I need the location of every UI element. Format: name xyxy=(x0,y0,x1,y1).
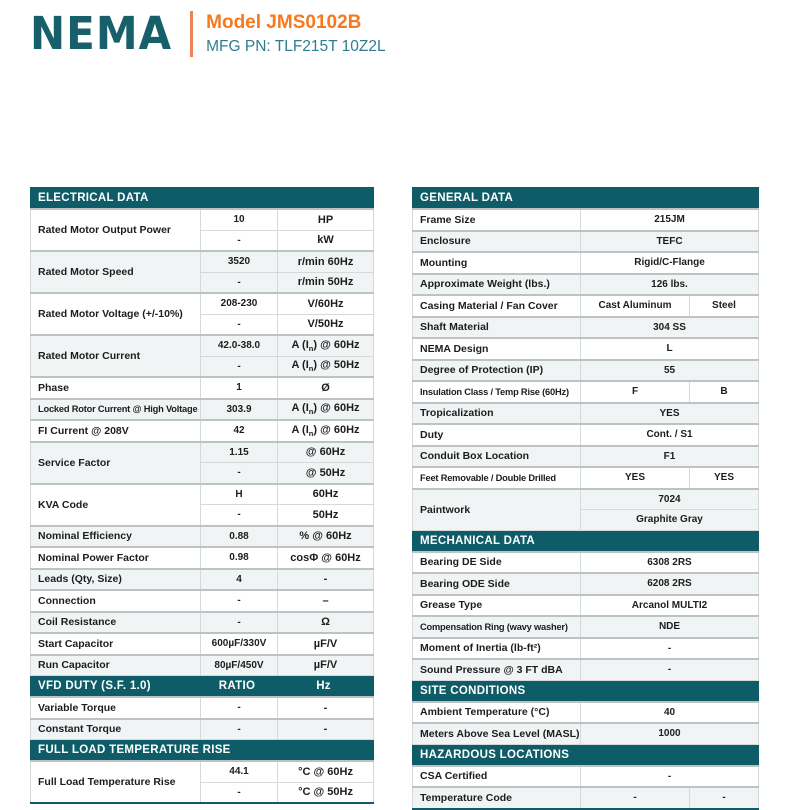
row-label: Ambient Temperature (°C) xyxy=(413,702,581,724)
row-label: KVA Code xyxy=(31,484,201,526)
row-label: Grease Type xyxy=(413,595,581,617)
row-value: 7024 xyxy=(581,489,759,510)
row-value: 6308 2RS xyxy=(581,552,759,574)
row-value: F1 xyxy=(581,446,759,468)
left-column xyxy=(30,187,373,804)
row-unit: V/60Hz xyxy=(278,293,374,314)
row-value: - xyxy=(581,638,759,660)
row-value: 80µF/450V xyxy=(201,655,278,676)
row-label: Bearing ODE Side xyxy=(413,573,581,595)
row-value: 1000 xyxy=(581,723,759,744)
row-unit: - xyxy=(278,569,374,591)
row-unit: 50Hz xyxy=(278,505,374,526)
row-unit: HP xyxy=(278,209,374,230)
table-row xyxy=(413,659,759,680)
row-value: B xyxy=(690,381,759,403)
row-value: - xyxy=(201,697,278,719)
mfg-part-number: MFG PN: TLF215T 10Z2L xyxy=(206,37,386,55)
row-value: - xyxy=(581,787,690,809)
section-header-bar: MECHANICAL DATA xyxy=(413,530,759,552)
unit-text: A (I xyxy=(291,423,309,436)
row-value: 0.98 xyxy=(201,547,278,569)
row-value: 126 lbs. xyxy=(581,274,759,296)
row-label: Coil Resistance xyxy=(31,612,201,634)
row-unit: µF/V xyxy=(278,655,374,676)
row-label: Connection xyxy=(31,590,201,612)
unit-subscript: n xyxy=(308,343,314,353)
row-value: 303.9 xyxy=(201,399,278,421)
row-unit: Ω xyxy=(278,612,374,634)
section-header-bar: GENERAL DATA xyxy=(413,188,759,210)
row-value: - xyxy=(581,659,759,680)
row-value: 40 xyxy=(581,702,759,724)
table-row xyxy=(31,484,374,505)
row-unit: °C @ 50Hz xyxy=(278,782,374,803)
table-row xyxy=(413,744,759,766)
row-value: 215JM xyxy=(581,209,759,231)
table-row xyxy=(31,697,374,719)
table-row xyxy=(413,274,759,296)
row-label: Approximate Weight (lbs.) xyxy=(413,274,581,296)
unit-text: ) @ 60Hz xyxy=(313,402,360,415)
row-label: Rated Motor Current xyxy=(31,335,201,377)
row-unit xyxy=(278,356,374,377)
row-unit xyxy=(278,335,374,356)
row-label: Degree of Protection (IP) xyxy=(413,360,581,382)
brand-header xyxy=(30,6,386,62)
table-row xyxy=(413,616,759,638)
row-label: Tropicalization xyxy=(413,403,581,425)
row-value: - xyxy=(201,356,278,377)
row-value: 4 xyxy=(201,569,278,591)
row-label: Duty xyxy=(413,424,581,446)
row-unit: - xyxy=(278,719,374,740)
row-value: 44.1 xyxy=(201,761,278,782)
unit-subscript: n xyxy=(308,364,314,374)
row-value: 3520 xyxy=(201,251,278,272)
row-label: Enclosure xyxy=(413,231,581,253)
table-row xyxy=(413,489,759,510)
row-value: - xyxy=(201,782,278,803)
row-unit: 60Hz xyxy=(278,484,374,505)
row-value: Steel xyxy=(690,295,759,317)
row-label: Variable Torque xyxy=(31,697,201,719)
row-value: Rigid/C-Flange xyxy=(581,252,759,274)
table-row xyxy=(31,251,374,272)
section-header-bar: SITE CONDITIONS xyxy=(413,680,759,702)
table-row xyxy=(413,723,759,744)
table-row xyxy=(31,740,374,762)
row-value: - xyxy=(201,230,278,251)
table-row xyxy=(413,403,759,425)
general-data-table xyxy=(412,187,759,810)
row-label: Moment of Inertia (lb-ft²) xyxy=(413,638,581,660)
table-row xyxy=(31,761,374,782)
row-label: Shaft Material xyxy=(413,317,581,339)
row-label: Temperature Code xyxy=(413,787,581,809)
section-header-bar: FULL LOAD TEMPERATURE RISE xyxy=(31,740,374,762)
row-unit: r/min 60Hz xyxy=(278,251,374,272)
row-label: Meters Above Sea Level (MASL) xyxy=(413,723,581,744)
vfd-hz-column-header: Hz xyxy=(278,676,374,698)
row-unit: cosΦ @ 60Hz xyxy=(278,547,374,569)
unit-text: ) @ 50Hz xyxy=(313,359,360,372)
table-row xyxy=(31,590,374,612)
table-row xyxy=(31,335,374,356)
row-unit: °C @ 60Hz xyxy=(278,761,374,782)
table-row xyxy=(413,552,759,574)
unit-subscript: n xyxy=(308,428,314,438)
table-row xyxy=(31,293,374,314)
row-value: YES xyxy=(581,467,690,489)
table-row xyxy=(31,188,374,210)
table-row xyxy=(413,530,759,552)
row-label: Leads (Qty, Size) xyxy=(31,569,201,591)
brand-divider xyxy=(190,11,193,57)
row-value: L xyxy=(581,338,759,360)
table-row xyxy=(413,360,759,382)
general-data-table-column xyxy=(412,187,758,810)
row-value: - xyxy=(201,612,278,634)
table-row xyxy=(413,446,759,468)
unit-subscript: n xyxy=(308,407,314,417)
row-value: 6208 2RS xyxy=(581,573,759,595)
table-row xyxy=(31,719,374,740)
row-value: 10 xyxy=(201,209,278,230)
table-row xyxy=(413,188,759,210)
row-label: Bearing DE Side xyxy=(413,552,581,574)
row-label: Mounting xyxy=(413,252,581,274)
row-unit: @ 50Hz xyxy=(278,463,374,484)
electrical-data-table xyxy=(30,187,374,804)
table-row xyxy=(413,766,759,788)
row-value: NDE xyxy=(581,616,759,638)
row-value: 208-230 xyxy=(201,293,278,314)
unit-text: A (I xyxy=(291,338,309,351)
row-label: Run Capacitor xyxy=(31,655,201,676)
table-row xyxy=(413,702,759,724)
row-value: - xyxy=(201,719,278,740)
row-unit: V/50Hz xyxy=(278,314,374,335)
row-value: H xyxy=(201,484,278,505)
table-row xyxy=(31,399,374,421)
table-row xyxy=(413,317,759,339)
row-label: Start Capacitor xyxy=(31,633,201,655)
row-label: Rated Motor Output Power xyxy=(31,209,201,251)
row-value: - xyxy=(201,505,278,526)
unit-text: A (I xyxy=(291,359,309,372)
unit-text: A (I xyxy=(291,402,309,415)
row-value: 1 xyxy=(201,377,278,399)
row-value: - xyxy=(201,272,278,293)
row-value: 55 xyxy=(581,360,759,382)
table-row xyxy=(413,381,759,403)
row-unit: – xyxy=(278,590,374,612)
row-label: Frame Size xyxy=(413,209,581,231)
section-header-bar: ELECTRICAL DATA xyxy=(31,188,374,210)
table-row xyxy=(31,612,374,634)
table-row xyxy=(31,526,374,548)
table-row xyxy=(31,209,374,230)
row-value: YES xyxy=(581,403,759,425)
row-label: Sound Pressure @ 3 FT dBA xyxy=(413,659,581,680)
row-value: Cont. / S1 xyxy=(581,424,759,446)
row-unit: r/min 50Hz xyxy=(278,272,374,293)
row-label: NEMA Design xyxy=(413,338,581,360)
table-row xyxy=(413,680,759,702)
model-number: Model JMS0102B xyxy=(206,11,362,33)
row-label: Casing Material / Fan Cover xyxy=(413,295,581,317)
table-row xyxy=(31,420,374,442)
row-label: Full Load Temperature Rise xyxy=(31,761,201,803)
row-label: Nominal Efficiency xyxy=(31,526,201,548)
row-value: 42.0-38.0 xyxy=(201,335,278,356)
row-value: Cast Aluminum xyxy=(581,295,690,317)
row-unit: kW xyxy=(278,230,374,251)
unit-text: ) @ 60Hz xyxy=(313,423,360,436)
row-label: FI Current @ 208V xyxy=(31,420,201,442)
row-value: 42 xyxy=(201,420,278,442)
row-label: Nominal Power Factor xyxy=(31,547,201,569)
table-row xyxy=(31,377,374,399)
row-label: Rated Motor Speed xyxy=(31,251,201,293)
table-row xyxy=(413,638,759,660)
row-value: 304 SS xyxy=(581,317,759,339)
row-value: Arcanol MULTI2 xyxy=(581,595,759,617)
row-value: - xyxy=(201,463,278,484)
table-row xyxy=(413,295,759,317)
row-value: F xyxy=(581,381,690,403)
table-row xyxy=(413,424,759,446)
row-unit: - xyxy=(278,697,374,719)
brand-text xyxy=(206,12,385,56)
row-label: Rated Motor Voltage (+/-10%) xyxy=(31,293,201,335)
row-value: 0.88 xyxy=(201,526,278,548)
table-row xyxy=(413,231,759,253)
row-label: Feet Removable / Double Drilled xyxy=(413,467,581,489)
row-unit: Ø xyxy=(278,377,374,399)
table-row xyxy=(413,338,759,360)
row-value: - xyxy=(581,766,759,788)
row-value: - xyxy=(201,314,278,335)
table-row xyxy=(31,676,374,698)
row-unit xyxy=(278,399,374,421)
row-value: - xyxy=(690,787,759,809)
section-header-bar: VFD DUTY (S.F. 1.0) xyxy=(31,676,201,698)
row-label: Compensation Ring (wavy washer) xyxy=(413,616,581,638)
table-row xyxy=(413,573,759,595)
row-unit xyxy=(278,420,374,442)
table-row xyxy=(413,595,759,617)
row-value: 600µF/330V xyxy=(201,633,278,655)
row-unit: µF/V xyxy=(278,633,374,655)
row-label: Conduit Box Location xyxy=(413,446,581,468)
table-row xyxy=(413,209,759,231)
table-row xyxy=(31,442,374,463)
table-row xyxy=(31,547,374,569)
row-unit: % @ 60Hz xyxy=(278,526,374,548)
section-header-bar: HAZARDOUS LOCATIONS xyxy=(413,744,759,766)
row-label: CSA Certified xyxy=(413,766,581,788)
unit-text: ) @ 60Hz xyxy=(313,338,360,351)
row-value: 1.15 xyxy=(201,442,278,463)
table-row xyxy=(31,655,374,676)
table-row xyxy=(413,787,759,809)
row-value: TEFC xyxy=(581,231,759,253)
nema-logo: NEMA xyxy=(30,6,173,60)
row-label: Locked Rotor Current @ High Voltage xyxy=(31,399,201,421)
row-label: Paintwork xyxy=(413,489,581,531)
table-row xyxy=(31,569,374,591)
row-unit: @ 60Hz xyxy=(278,442,374,463)
row-label: Service Factor xyxy=(31,442,201,484)
table-row xyxy=(31,633,374,655)
row-value: YES xyxy=(690,467,759,489)
row-label: Insulation Class / Temp Rise (60Hz) xyxy=(413,381,581,403)
table-row xyxy=(413,252,759,274)
table-row xyxy=(413,467,759,489)
vfd-ratio-column-header: RATIO xyxy=(201,676,278,698)
row-label: Constant Torque xyxy=(31,719,201,740)
row-label: Phase xyxy=(31,377,201,399)
row-value: Graphite Gray xyxy=(581,510,759,531)
row-value: - xyxy=(201,590,278,612)
